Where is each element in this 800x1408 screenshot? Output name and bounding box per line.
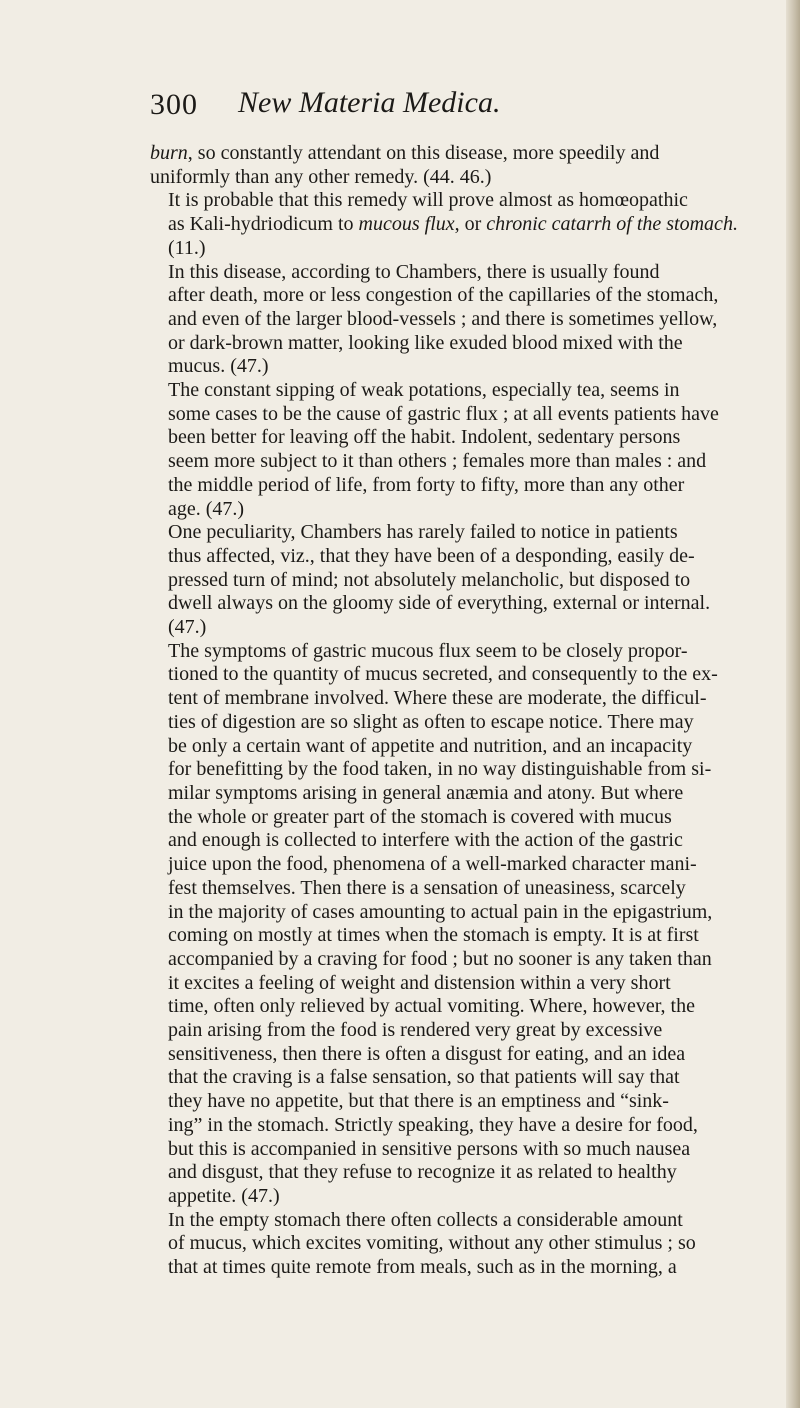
text-segment: and enough is collected to interfere with the action of the gastric: [168, 829, 683, 852]
text-line: [150, 1019, 760, 1043]
text-segment: In the empty stomach there often collects a considerable amount: [168, 1208, 683, 1231]
text-segment: fest themselves. Then there is a sensation of uneasiness, scarcely: [168, 876, 686, 899]
text-line: [150, 948, 760, 972]
text-segment: that the craving is a false sensation, so that patients will say that: [168, 1066, 680, 1089]
text-line: [150, 1114, 760, 1138]
text-line: [150, 853, 760, 877]
paragraph: [150, 142, 760, 189]
text-segment: be only a certain want of appetite and nutrition, and an incapacity: [168, 734, 693, 757]
text-segment: and disgust, that they refuse to recognize it as related to healthy: [168, 1161, 677, 1184]
text-line: [150, 237, 760, 261]
text-segment: ties of digestion are so slight as often to escape notice. There may: [168, 710, 694, 733]
italic-text: chronic catarrh of the stomach.: [486, 213, 738, 236]
text-segment: ing” in the stomach. Strictly speaking, they have a desire for food,: [168, 1113, 698, 1136]
text-line: [150, 735, 760, 759]
text-segment: pressed turn of mind; not absolutely melancholic, but disposed to: [168, 568, 691, 591]
page-number: 300: [150, 88, 198, 121]
text-segment: The constant sipping of weak potations, especially tea, seems in: [168, 379, 680, 402]
text-segment: In this disease, according to Chambers, there is usually found: [168, 260, 660, 283]
text-line: [150, 592, 760, 616]
text-line: [150, 1185, 760, 1209]
text-line: [150, 663, 760, 687]
text-segment: in the majority of cases amounting to actual pain in the epigastrium,: [168, 900, 713, 923]
text-segment: the whole or greater part of the stomach is covered with mucus: [168, 805, 672, 828]
text-segment: that at times quite remote from meals, such as in the morning, a: [168, 1256, 677, 1279]
text-line: [150, 1090, 760, 1114]
paragraph: [150, 379, 760, 521]
running-head: [150, 88, 710, 128]
text-segment: but this is accompanied in sensitive persons with so much nausea: [168, 1137, 691, 1160]
text-line: [150, 284, 760, 308]
text-segment: tent of membrane involved. Where these are moderate, the difficul-: [168, 687, 707, 710]
text-line: [150, 166, 760, 190]
text-segment: seem more subject to it than others ; females more than males : and: [168, 450, 707, 473]
text-line: [150, 308, 760, 332]
text-segment: the middle period of life, from forty to fifty, more than any other: [168, 473, 685, 496]
page-edge-shadow: [786, 0, 800, 1408]
text-segment: The symptoms of gastric mucous flux seem to be closely propor-: [168, 639, 688, 662]
text-line: [150, 877, 760, 901]
paragraph: [150, 189, 760, 260]
text-line: [150, 403, 760, 427]
text-line: [150, 711, 760, 735]
text-segment: dwell always on the gloomy side of everything, external or internal.: [168, 592, 711, 615]
text-line: [150, 545, 760, 569]
text-line: [150, 379, 760, 403]
text-line: [150, 450, 760, 474]
text-line: [150, 142, 760, 166]
text-line: [150, 1232, 760, 1256]
text-segment: tioned to the quantity of mucus secreted, and consequently to the ex-: [168, 663, 718, 686]
text-line: [150, 355, 760, 379]
paragraph: [150, 1209, 760, 1280]
text-segment: uniformly than any other remedy. (44. 46.): [150, 165, 492, 188]
text-segment: juice upon the food, phenomena of a well-marked character mani-: [168, 853, 697, 876]
text-segment: thus affected, viz., that they have been of a desponding, easily de-: [168, 544, 695, 567]
paragraph: [150, 261, 760, 380]
paragraph: [150, 521, 760, 640]
text-segment: some cases to be the cause of gastric flux ; at all events patients have: [168, 402, 719, 425]
text-segment: after death, more or less congestion of the capillaries of the stomach,: [168, 284, 719, 307]
text-segment: milar symptoms arising in general anæmia and atony. But where: [168, 781, 684, 804]
text-line: [150, 806, 760, 830]
text-line: [150, 474, 760, 498]
text-segment: (47.): [168, 616, 207, 639]
text-segment: they have no appetite, but that there is an emptiness and “sink-: [168, 1090, 669, 1113]
text-line: [150, 782, 760, 806]
text-line: [150, 640, 760, 664]
text-segment: sensitiveness, then there is often a disgust for eating, and an idea: [168, 1042, 686, 1065]
body-text: [150, 142, 760, 1280]
text-segment: mucus. (47.): [168, 355, 269, 378]
text-line: [150, 924, 760, 948]
italic-text: mucous flux: [358, 213, 455, 236]
text-line: [150, 687, 760, 711]
text-segment: (11.): [168, 236, 206, 259]
text-line: [150, 1256, 760, 1280]
text-line: [150, 261, 760, 285]
text-segment: age. (47.): [168, 497, 245, 520]
text-line: [150, 521, 760, 545]
text-line: [150, 901, 760, 925]
italic-text: burn: [150, 142, 188, 164]
text-segment: as Kali-hydriodicum to: [168, 213, 359, 236]
text-segment: time, often only relieved by actual vomiting. Where, however, the: [168, 995, 695, 1018]
text-segment: , or: [454, 213, 487, 236]
text-line: [150, 569, 760, 593]
text-segment: been better for leaving off the habit. Indolent, sedentary persons: [168, 426, 681, 449]
text-segment: coming on mostly at times when the stomach is empty. It is at first: [168, 924, 699, 947]
text-segment: and even of the larger blood-vessels ; and there is sometimes yellow,: [168, 307, 718, 330]
text-segment: appetite. (47.): [168, 1184, 280, 1207]
text-line: [150, 1209, 760, 1233]
text-segment: or dark-brown matter, looking like exuded blood mixed with the: [168, 331, 683, 354]
text-segment: it excites a feeling of weight and distension within a very short: [168, 971, 671, 994]
text-segment: It is probable that this remedy will prove almost as homœopathic: [168, 189, 688, 212]
text-line: [150, 213, 760, 237]
paragraph: [150, 640, 760, 1209]
text-line: [150, 1043, 760, 1067]
text-line: [150, 332, 760, 356]
text-line: [150, 616, 760, 640]
text-line: [150, 498, 760, 522]
running-title: New Materia Medica.: [238, 86, 501, 119]
text-line: [150, 972, 760, 996]
text-segment: , so constantly attendant on this disease, more speedily and: [187, 142, 660, 164]
text-segment: of mucus, which excites vomiting, without any other stimulus ; so: [168, 1232, 696, 1255]
text-segment: pain arising from the food is rendered very great by excessive: [168, 1019, 663, 1042]
text-line: [150, 995, 760, 1019]
text-segment: accompanied by a craving for food ; but no sooner is any taken than: [168, 947, 712, 970]
text-line: [150, 829, 760, 853]
text-segment: for benefitting by the food taken, in no way distinguishable from si-: [168, 758, 712, 781]
text-line: [150, 189, 760, 213]
text-line: [150, 1161, 760, 1185]
text-segment: One peculiarity, Chambers has rarely failed to notice in patients: [168, 521, 678, 544]
text-line: [150, 426, 760, 450]
text-line: [150, 1066, 760, 1090]
text-line: [150, 758, 760, 782]
text-line: [150, 1138, 760, 1162]
